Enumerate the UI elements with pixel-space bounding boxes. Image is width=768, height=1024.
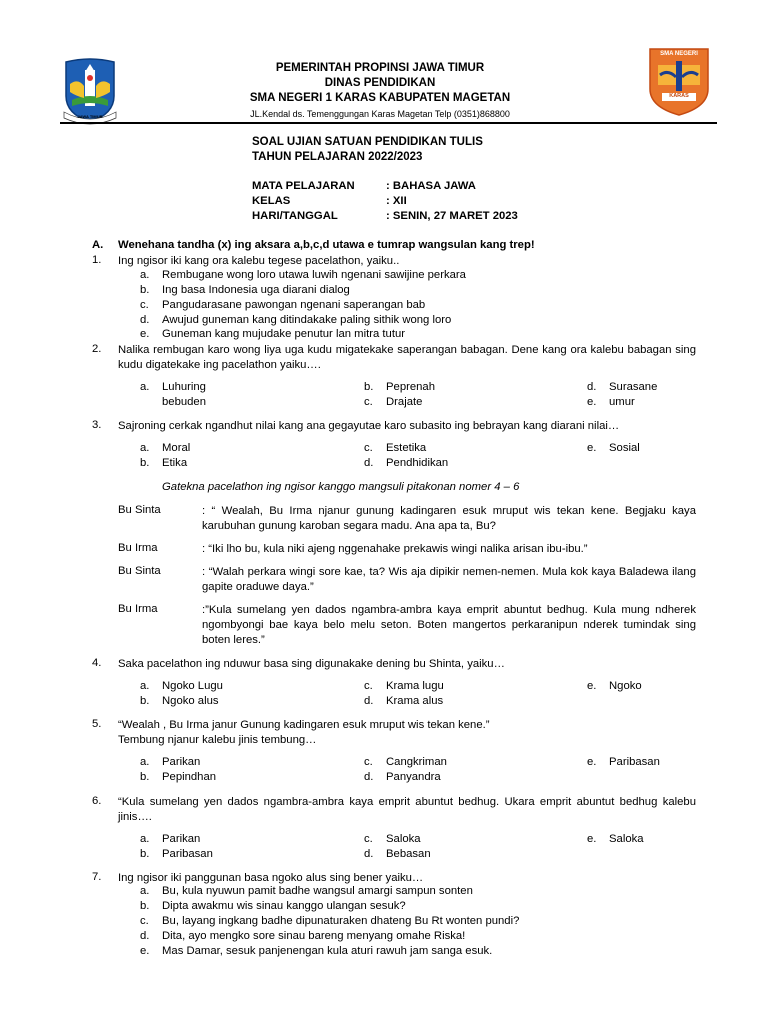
header-line-province: PEMERINTAH PROPINSI JAWA TIMUR <box>275 62 485 74</box>
question-number: 6. <box>92 795 102 807</box>
option-letter[interactable]: a. <box>140 885 150 897</box>
speaker-line: :”Kula sumelang yen dados ngambra-ambra kaya emprit abuntut bedhug. Kula mung ndherek ngombyongi bae kaya belo melu seton. Boten mangertos perkaranipun nderek tumindak sing boten leres.” <box>202 604 696 646</box>
option-letter[interactable]: b. <box>364 381 374 393</box>
option-text: Paribasan <box>162 848 213 860</box>
option-letter[interactable]: c. <box>364 680 373 692</box>
option-text: Bu, kula nyuwun pamit badhe wangsul amargi sampun sonten <box>162 885 473 897</box>
info-label-date: HARI/TANGGAL <box>252 210 338 222</box>
school-logo-bottom-text: KARAS <box>669 93 689 99</box>
option-letter[interactable]: a. <box>140 756 150 768</box>
sma-negeri-school-logo <box>648 47 710 117</box>
option-letter[interactable]: c. <box>364 442 373 454</box>
school-logo-top-text: SMA NEGERI <box>660 51 698 57</box>
option-text: Ngoko alus <box>162 695 219 707</box>
info-value-subject: : BAHASA JAWA <box>386 180 476 192</box>
header-divider <box>60 122 717 124</box>
option-text: Pangudarasane pawongan ngenani saperangan bab <box>162 299 426 311</box>
speaker-line: : “ Wealah, Bu Irma njanur gunung kadingaren esuk mruput wis tekan kene. Begjaku kaya karubuhan gunung karoban segara madu. Ana apa ta, Bu? <box>202 505 696 532</box>
option-text: Paribasan <box>609 756 660 768</box>
option-text: Panyandra <box>386 771 441 783</box>
option-text: Rembugane wong loro utawa luwih ngenani sawijine perkara <box>162 269 466 281</box>
option-text: Krama lugu <box>386 680 444 692</box>
option-text: Pendhidikan <box>386 457 449 469</box>
option-text: Pepindhan <box>162 771 217 783</box>
option-text: Surasane <box>609 381 658 393</box>
option-letter[interactable]: b. <box>140 457 150 469</box>
exam-title: SOAL UJIAN SATUAN PENDIDIKAN TULIS <box>252 136 483 148</box>
option-letter[interactable]: c. <box>364 756 373 768</box>
option-letter[interactable]: b. <box>140 771 150 783</box>
option-text: Bebasan <box>386 848 431 860</box>
question-text: Nalika rembugan karo wong liya uga kudu migatekake saperangan babagan. Dene kang ora kalebu babagan sing kudu digatekake ing pacelathon yaiku…. <box>118 344 696 371</box>
option-letter[interactable]: c. <box>364 396 373 408</box>
question-number: 7. <box>92 871 102 883</box>
section-letter: A. <box>92 239 104 251</box>
option-letter[interactable]: d. <box>364 695 374 707</box>
option-letter[interactable]: d. <box>364 848 374 860</box>
option-letter[interactable]: e. <box>587 396 597 408</box>
option-letter[interactable]: e. <box>587 756 597 768</box>
option-text: Dita, ayo mengko sore sinau bareng menyang omahe Riska! <box>162 930 466 942</box>
option-letter[interactable]: a. <box>140 381 150 393</box>
option-text: Ing basa Indonesia uga diarani dialog <box>162 284 350 296</box>
option-text: Drajate <box>386 396 423 408</box>
option-letter[interactable]: c. <box>140 915 149 927</box>
option-letter[interactable]: c. <box>364 833 373 845</box>
option-letter[interactable]: b. <box>140 284 150 296</box>
option-letter[interactable]: a. <box>140 442 150 454</box>
option-letter[interactable]: a. <box>140 269 150 281</box>
option-text: Krama alus <box>386 695 444 707</box>
option-letter[interactable]: d. <box>364 457 374 469</box>
option-text: Parikan <box>162 833 201 845</box>
speaker-line: : “Iki lho bu, kula niki ajeng nggenahake prekawis wingi nalika arisan ibu-ibu.” <box>202 543 588 555</box>
option-letter[interactable]: b. <box>140 900 150 912</box>
exam-year: TAHUN PELAJARAN 2022/2023 <box>252 151 423 163</box>
option-text: Peprenah <box>386 381 435 393</box>
option-letter[interactable]: e. <box>587 680 597 692</box>
question-text-cont: Tembung njanur kalebu jinis tembung… <box>118 734 317 746</box>
option-text: Awujud guneman kang ditindakake paling sithik wong loro <box>162 314 452 326</box>
speaker-name: Bu Irma <box>118 542 158 554</box>
info-label-class: KELAS <box>252 195 291 207</box>
question-number: 1. <box>92 254 102 266</box>
speaker-name: Bu Irma <box>118 603 158 615</box>
question-text: “Wealah , Bu Irma janur Gunung kadingaren esuk mruput wis tekan kene.” <box>118 719 490 731</box>
option-text: Saloka <box>386 833 421 845</box>
speaker-name: Bu Sinta <box>118 565 161 577</box>
header-line-school: SMA NEGERI 1 KARAS KABUPATEN MAGETAN <box>249 92 511 104</box>
info-label-subject: MATA PELAJARAN <box>252 180 355 192</box>
option-text: Cangkriman <box>386 756 447 768</box>
option-letter[interactable]: e. <box>587 833 597 845</box>
option-text: Parikan <box>162 756 201 768</box>
question-number: 5. <box>92 718 102 730</box>
option-text: Estetika <box>386 442 427 454</box>
option-letter[interactable]: b. <box>140 695 150 707</box>
option-letter[interactable]: e. <box>140 945 150 957</box>
header-address: JL.Kendal ds. Temenggungan Karas Magetan Telp (0351)868800 <box>250 109 510 119</box>
speaker-name: Bu Sinta <box>118 504 161 516</box>
option-text: Ngoko Lugu <box>162 680 223 692</box>
question-number: 2. <box>92 343 102 355</box>
option-letter[interactable]: d. <box>364 771 374 783</box>
speaker-line: : “Walah perkara wingi sore kae, ta? Wis aja dipikir nemen-nemen. Mula kok kaya Baladewa ilang gapite oraduwe daya.” <box>202 566 696 593</box>
option-text: Bu, layang ingkang badhe dipunaturaken dhateng Bu Rt wonten pundi? <box>162 915 520 927</box>
question-text: Ing ngisor iki kang ora kalebu tegese pacelathon, yaiku.. <box>118 255 400 267</box>
option-letter[interactable]: d. <box>140 930 150 942</box>
option-text: umur <box>609 396 635 408</box>
option-text: Mas Damar, sesuk panjenengan kula aturi rawuh jam sanga esuk. <box>162 945 493 957</box>
option-text: Dipta awakmu wis sinau kanggo ulangan sesuk? <box>162 900 406 912</box>
option-text: Ngoko <box>609 680 642 692</box>
option-text: Luhuring <box>162 381 206 393</box>
header-line-dinas: DINAS PENDIDIKAN <box>324 77 436 89</box>
question-text: Saka pacelathon ing nduwur basa sing digunakake dening bu Shinta, yaiku… <box>118 658 505 670</box>
info-value-date: : SENIN, 27 MARET 2023 <box>386 210 518 222</box>
option-letter[interactable]: e. <box>140 328 150 340</box>
dialog-intro: Gatekna pacelathon ing ngisor kanggo mangsuli pitakonan nomer 4 – 6 <box>162 481 520 493</box>
option-letter[interactable]: c. <box>140 299 149 311</box>
question-number: 3. <box>92 419 102 431</box>
option-letter[interactable]: a. <box>140 680 150 692</box>
option-text: Guneman kang mujudake penutur lan mitra tutur <box>162 328 406 340</box>
option-letter[interactable]: a. <box>140 833 150 845</box>
option-text-cont: bebuden <box>162 396 206 408</box>
option-letter[interactable]: d. <box>140 314 150 326</box>
section-instruction: Wenehana tandha (x) ing aksara a,b,c,d utawa e tumrap wangsulan kang trep! <box>118 239 535 251</box>
option-letter[interactable]: e. <box>587 442 597 454</box>
info-value-class: : XII <box>386 195 407 207</box>
question-number: 4. <box>92 657 102 669</box>
question-text: Ing ngisor iki panggunan basa ngoko alus sing bener yaiku… <box>118 872 424 884</box>
option-text: Etika <box>162 457 188 469</box>
question-text: Sajroning cerkak ngandhut nilai kang ana gegayutae karo subasito ing bebrayan kang diarani nilai… <box>118 420 620 432</box>
emblem-ribbon-text: JAWA TIMUR <box>77 114 103 119</box>
option-letter[interactable]: b. <box>140 848 150 860</box>
option-text: Moral <box>162 442 191 454</box>
question-text: “Kula sumelang yen dados ngambra-ambra kaya emprit abuntut bedhug. Ukara emprit abuntut bedhug kalebu jinis…. <box>118 796 696 823</box>
jawa-timur-emblem-logo <box>62 56 118 126</box>
option-text: Saloka <box>609 833 644 845</box>
option-text: Sosial <box>609 442 640 454</box>
option-letter[interactable]: d. <box>587 381 597 393</box>
